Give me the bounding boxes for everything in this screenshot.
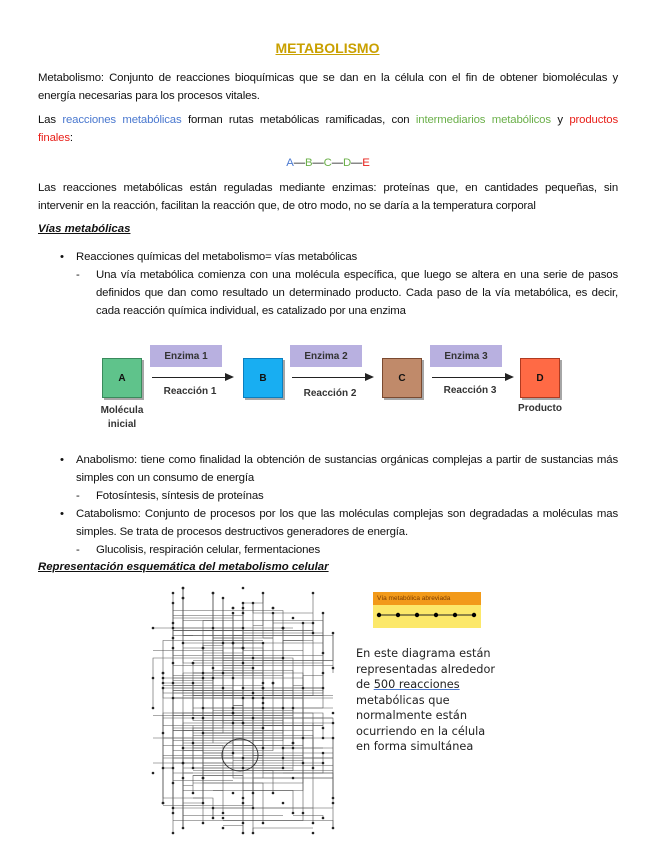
network-node (282, 802, 285, 805)
network-edge (223, 671, 293, 744)
box-c: C (382, 358, 422, 398)
network-node (162, 677, 165, 680)
arrow-icon (152, 377, 232, 378)
network-node (322, 752, 325, 755)
network-node (272, 682, 275, 685)
network-node (332, 667, 335, 670)
network-node (242, 722, 245, 725)
text: : (69, 132, 73, 144)
network-node (222, 642, 225, 645)
network-node (182, 587, 185, 590)
network-edge (253, 698, 303, 756)
enzymes-paragraph: Las reacciones metabólicas están reguladas mediante enzimas: proteínas que, en cantidades pequeñas, sin intervenir en la reacción, facilitan la reacción que, de otro modo, no se daría a la temperatura corporal (38, 182, 618, 212)
network-node (302, 687, 305, 690)
network-edge (163, 806, 253, 809)
network-node (282, 747, 285, 750)
network-edge (253, 828, 313, 833)
network-edge (193, 696, 203, 709)
network-node (242, 627, 245, 630)
network-edge (233, 643, 243, 706)
enzyme-1-label: Enzima 1 (150, 345, 222, 367)
network-edge (223, 598, 333, 661)
dash: — (293, 157, 305, 169)
network-node (252, 697, 255, 700)
network-node (242, 797, 245, 800)
network-node (182, 827, 185, 830)
network-edge (223, 668, 253, 693)
network-node (212, 807, 215, 810)
network-node (232, 707, 235, 710)
end-label: Producto (518, 403, 562, 414)
list-item: • Reacciones químicas del metabolismo= vías metabólicas (38, 248, 618, 266)
text: metabólicas que normalmente están ocurriendo en la célula en forma simultánea (356, 693, 486, 753)
network-edge (173, 603, 283, 676)
network-node (172, 832, 175, 835)
network-node (182, 642, 185, 645)
network-node (162, 672, 165, 675)
network-node (212, 677, 215, 680)
network-node (322, 687, 325, 690)
network-node (172, 807, 175, 810)
network-edge (233, 673, 323, 693)
network-node (222, 687, 225, 690)
text: Las (38, 114, 63, 126)
box-b: B (243, 358, 283, 398)
network-node (302, 622, 305, 625)
network-node (322, 817, 325, 820)
list-item: • Catabolismo: Conjunto de procesos por los que las moléculas complejas son degradadas a moléculas mas simples. Se trata de procesos destructivos generadores de energía. (38, 505, 618, 541)
network-edge (263, 771, 273, 794)
network-edge (233, 698, 303, 708)
network-node (292, 617, 295, 620)
reaction-3-label: Reacción 3 (443, 385, 497, 396)
network-edge (253, 756, 263, 809)
enzyme-2-label: Enzima 2 (290, 345, 362, 367)
network-node (172, 627, 175, 630)
network-node (242, 697, 245, 700)
network-edge (223, 826, 243, 834)
network-node (242, 602, 245, 605)
network-node (262, 727, 265, 730)
network-node (262, 707, 265, 710)
network-node (152, 677, 155, 680)
list-subitem: - Una vía metabólica comienza con una molécula específica, que luego se altera en una serie de pasos definidos que dan como resultado un determinado producto. Cada paso de la vía metabólica, es decir, cada reacción química individual, es catalizado por una enzima (38, 266, 618, 320)
network-node (242, 662, 245, 665)
network-edge (233, 643, 243, 721)
network-node (172, 662, 175, 665)
network-node (182, 747, 185, 750)
network-node (252, 807, 255, 810)
network-node (232, 612, 235, 615)
network-node (262, 592, 265, 595)
network-node (232, 792, 235, 795)
network-node (232, 752, 235, 755)
network-node (272, 612, 275, 615)
network-edge (263, 633, 333, 661)
network-node (202, 677, 205, 680)
network-node (322, 652, 325, 655)
network-node (262, 697, 265, 700)
network-node (202, 717, 205, 720)
network-node (272, 792, 275, 795)
start-label: Molécula inicial (100, 405, 144, 430)
list-subitem: - Fotosíntesis, síntesis de proteínas (38, 487, 618, 505)
network-edge (253, 731, 283, 769)
network-edge (243, 668, 253, 746)
network-node (282, 657, 285, 660)
heading-representacion: Representación esquemática del metabolismo celular (38, 561, 329, 573)
network-node (202, 672, 205, 675)
network-node (152, 707, 155, 710)
network-edge (283, 713, 313, 768)
network-node (252, 792, 255, 795)
intermediarios-term: intermediarios metabólicos (415, 114, 551, 126)
network-node (302, 737, 305, 740)
network-node (172, 647, 175, 650)
network-node (262, 642, 265, 645)
network-node (232, 722, 235, 725)
network-node (222, 827, 225, 830)
reactions-paragraph (38, 111, 618, 147)
productos-finales-term: productos finales (38, 114, 618, 144)
network-node (242, 612, 245, 615)
dash: — (312, 157, 324, 169)
network-node (332, 797, 335, 800)
text: En este diagrama están representadas alrededor de (356, 647, 496, 691)
network-node (162, 802, 165, 805)
network-edge (243, 593, 263, 603)
network-node (242, 822, 245, 825)
diagram-note (356, 646, 496, 755)
network-node (172, 622, 175, 625)
dash: — (331, 157, 343, 169)
network-node (172, 602, 175, 605)
network-node (322, 612, 325, 615)
network-node (262, 747, 265, 750)
definition-paragraph: Metabolismo: Conjunto de reacciones bioquímicas que se dan en la célula con el fin de obtener biomoléculas y energía necesarias para los procesos vitales. (38, 72, 618, 102)
network-edge (213, 808, 333, 818)
network-node (282, 627, 285, 630)
network-edge (153, 651, 223, 674)
network-edge (283, 773, 333, 798)
network-node (282, 767, 285, 770)
network-edge (203, 621, 213, 649)
network-node (232, 607, 235, 610)
network-node (302, 762, 305, 765)
network-node (292, 742, 295, 745)
network-node (222, 597, 225, 600)
network-node (292, 707, 295, 710)
network-node (312, 767, 315, 770)
network-edge (193, 798, 203, 803)
network-edge (193, 658, 283, 661)
network-edge (293, 816, 323, 819)
network-node (322, 737, 325, 740)
network-node (162, 767, 165, 770)
chain-abcde (38, 154, 618, 172)
network-node (332, 737, 335, 740)
network-node (192, 792, 195, 795)
network-node (312, 622, 315, 625)
network-node (202, 647, 205, 650)
network-node (232, 677, 235, 680)
list-subitem: - Glucolisis, respiración celular, fermentaciones (38, 541, 618, 559)
chain-d: D (342, 157, 352, 169)
network-node (182, 762, 185, 765)
network-edge (273, 683, 283, 696)
network-node (242, 832, 245, 835)
network-edge (263, 593, 273, 638)
network-node (202, 822, 205, 825)
network-edge (153, 716, 163, 804)
network-node (252, 667, 255, 670)
network-node (242, 607, 245, 610)
network-edge (233, 636, 243, 644)
network-edge (173, 593, 233, 618)
network-node (192, 717, 195, 720)
network-node (182, 777, 185, 780)
chain-b: B (304, 157, 313, 169)
network-node (252, 717, 255, 720)
reaction-2-label: Reacción 2 (303, 388, 357, 399)
network-edge (183, 603, 253, 691)
network-edge (193, 718, 243, 721)
chain-c: C (323, 157, 332, 169)
reaction-1-label: Reacción 1 (163, 386, 217, 397)
network-edge (163, 756, 233, 804)
network-node (322, 762, 325, 765)
network-node (222, 812, 225, 815)
network-node (192, 682, 195, 685)
pathway-dots-icon (373, 605, 481, 627)
network-node (332, 632, 335, 635)
network-edge (193, 683, 283, 696)
network-node (242, 757, 245, 760)
network-edge (173, 691, 323, 769)
text: forman rutas metabólicas ramificadas, con (181, 114, 416, 126)
network-edge (223, 598, 233, 656)
network-edge (163, 641, 253, 679)
network-node (192, 662, 195, 665)
network-edge (253, 688, 263, 741)
network-edge (263, 773, 333, 798)
network-node (322, 672, 325, 675)
arrow-icon (292, 377, 372, 378)
network-node (182, 597, 185, 600)
network-node (292, 747, 295, 750)
network-node (202, 707, 205, 710)
krebs-cycle (222, 739, 258, 771)
network-node (192, 742, 195, 745)
network-node (322, 727, 325, 730)
network-edge (213, 763, 303, 791)
network-node (222, 672, 225, 675)
network-edge (213, 593, 263, 641)
network-edge (243, 726, 273, 769)
network-edge (233, 716, 243, 824)
list-item: • Anabolismo: tiene como finalidad la obtención de sustancias orgánicas complejas a partir de sustancias más simples con un consumo de energía (38, 451, 618, 487)
network-node (262, 702, 265, 705)
network-edge (183, 816, 283, 829)
network-node (292, 777, 295, 780)
network-edge (183, 778, 193, 786)
network-node (282, 707, 285, 710)
network-node (152, 772, 155, 775)
network-edge (193, 673, 223, 733)
reacciones-metabolicas-term: reacciones metabólicas (62, 114, 182, 126)
network-node (312, 592, 315, 595)
network-edge (223, 673, 253, 696)
network-node (212, 592, 215, 595)
network-node (262, 822, 265, 825)
network-node (162, 687, 165, 690)
network-node (332, 722, 335, 725)
network-node (312, 832, 315, 835)
network-edge (173, 741, 243, 834)
network-node (252, 602, 255, 605)
network-edge (173, 686, 203, 734)
network-node (312, 822, 315, 825)
network-node (202, 777, 205, 780)
network-node (192, 767, 195, 770)
box-d: D (520, 358, 560, 398)
network-node (232, 712, 235, 715)
network-edge (243, 696, 333, 724)
network-edge (233, 613, 263, 656)
network-node (162, 732, 165, 735)
network-node (242, 767, 245, 770)
box-a: A (102, 358, 142, 398)
network-node (172, 682, 175, 685)
network-node (212, 627, 215, 630)
network-node (162, 682, 165, 685)
network-node (172, 592, 175, 595)
network-node (172, 812, 175, 815)
enzyme-3-label: Enzima 3 (430, 345, 502, 367)
network-node (152, 627, 155, 630)
network-edge (253, 778, 263, 808)
legend-box (373, 592, 481, 628)
network-node (172, 767, 175, 770)
page-title: METABOLISMO (275, 40, 380, 56)
text: y (550, 114, 570, 126)
network-node (252, 657, 255, 660)
network-node (262, 682, 265, 685)
network-node (222, 817, 225, 820)
network-node (282, 757, 285, 760)
network-edge (233, 613, 243, 706)
vias-list (38, 248, 618, 320)
network-node (172, 637, 175, 640)
network-edge (283, 623, 303, 641)
network-node (242, 647, 245, 650)
network-node (252, 832, 255, 835)
network-node (332, 712, 335, 715)
network-edge (173, 731, 203, 779)
highlight-500: 500 reacciones (373, 678, 460, 691)
chain-a: A (286, 157, 294, 169)
network-node (242, 802, 245, 805)
network-node (172, 782, 175, 785)
legend-title: Vía metabólica abreviada (373, 592, 481, 605)
network-node (332, 802, 335, 805)
network-edge (243, 593, 313, 696)
network-edge (183, 773, 193, 828)
network-edge (223, 696, 253, 794)
network-edge (263, 728, 333, 766)
network-node (292, 812, 295, 815)
network-node (172, 697, 175, 700)
network-edge (243, 791, 293, 814)
network-node (242, 687, 245, 690)
network-node (302, 812, 305, 815)
arrow-icon (432, 377, 512, 378)
network-node (262, 687, 265, 690)
network-edge (193, 663, 283, 716)
heading-vias: Vías metabólicas (38, 223, 131, 235)
network-node (272, 607, 275, 610)
network-node (332, 827, 335, 830)
network-edge (193, 776, 243, 834)
network-node (212, 817, 215, 820)
dash: — (351, 157, 363, 169)
network-node (202, 732, 205, 735)
network-node (232, 642, 235, 645)
metabolism-types-list (38, 451, 618, 559)
network-edge (293, 623, 303, 686)
network-node (312, 632, 315, 635)
network-node (202, 802, 205, 805)
network-node (242, 587, 245, 590)
network-edge (183, 588, 193, 636)
network-node (252, 692, 255, 695)
chain-e: E (362, 157, 370, 169)
metabolic-network-image (150, 585, 345, 835)
network-node (212, 667, 215, 670)
